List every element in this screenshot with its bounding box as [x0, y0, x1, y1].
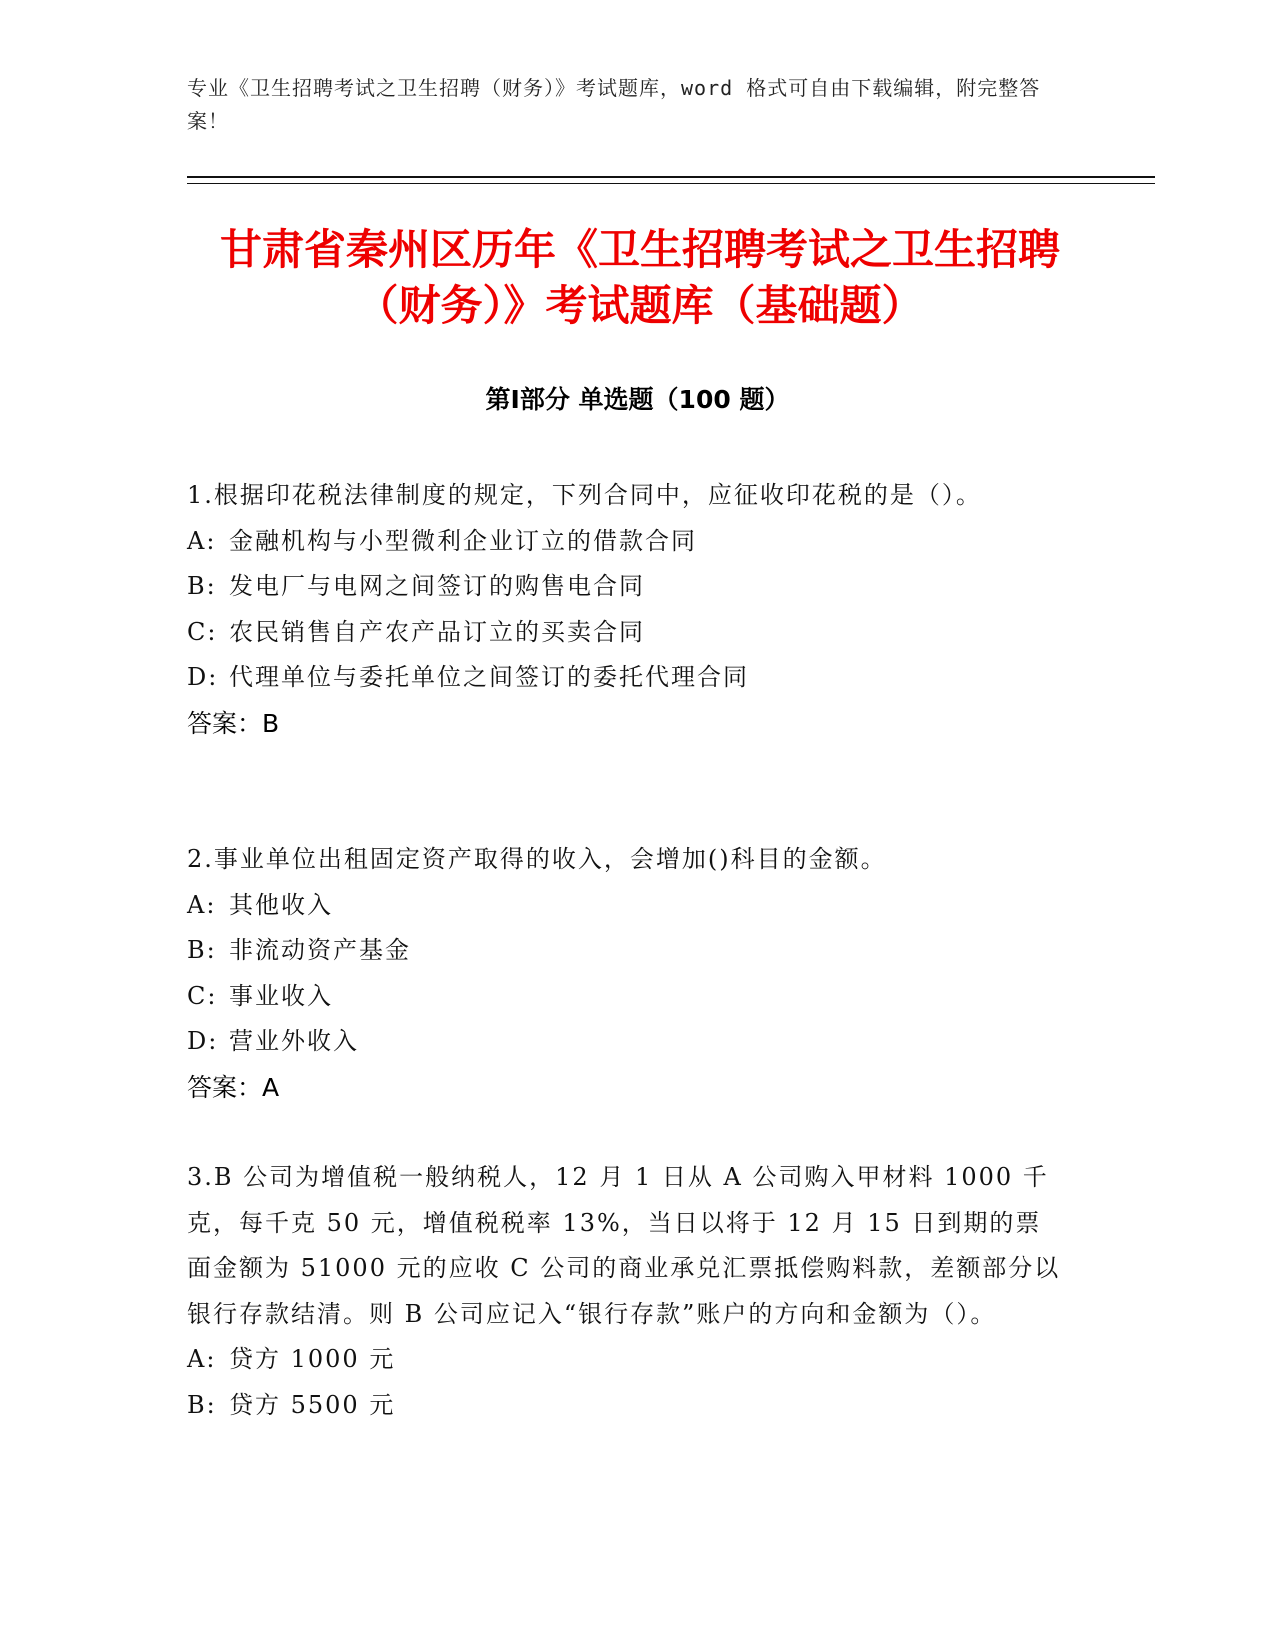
option-label: B: [187, 936, 217, 964]
question-text: 3.B 公司为增值税一般纳税人，12 月 1 日从 A 公司购入甲材料 1000 千克，每千克 50 元，增值税税率 13%，当日以将于 12 月 15 日到期的票面金额为 51000 元的应收 C 公司的商业承兑汇票抵偿购料款，差额部分以银行存款结清。则 B 公司应记入“银行存款”账户的方向和金额为（）。 [187, 1163, 1061, 1328]
option-text: 金融机构与小型微利企业订立的借款合同 [229, 526, 697, 555]
document-title: 甘肃省秦州区历年《卫生招聘考试之卫生招聘（财务）》考试题库（基础题） [219, 225, 1060, 330]
answer: 答案：B [187, 708, 280, 738]
question-1 [187, 473, 1067, 746]
option-text: 营业外收入 [229, 1027, 359, 1055]
option-label: B: [187, 1390, 217, 1419]
option-b [187, 564, 1067, 610]
option-text: 非流动资产基金 [229, 936, 411, 964]
option-c [187, 974, 1067, 1020]
option-d [187, 655, 1067, 701]
option-label: A: [187, 890, 217, 919]
answer: 答案：A [187, 1072, 280, 1102]
option-a [187, 1337, 1067, 1383]
question-2 [187, 837, 1067, 1110]
option-text: 事业收入 [229, 981, 333, 1010]
option-d [187, 1019, 1067, 1065]
option-label: D: [187, 663, 219, 691]
option-label: C: [187, 617, 218, 646]
option-a [187, 519, 1067, 565]
header-divider-thick [187, 176, 1155, 178]
question-3 [187, 1155, 1067, 1428]
option-b [187, 928, 1067, 974]
option-text: 贷方 5500 元 [229, 1390, 396, 1419]
option-label: C: [187, 981, 218, 1010]
option-label: A: [187, 526, 217, 555]
question-text: 2.事业单位出租固定资产取得的收入，会增加()科目的金额。 [187, 845, 887, 873]
option-text: 发电厂与电网之间签订的购售电合同 [229, 572, 645, 600]
option-text: 贷方 1000 元 [229, 1345, 396, 1373]
section-title: 第Ⅰ部分 单选题（100 题） [485, 385, 790, 414]
option-label: D: [187, 1027, 219, 1055]
option-text: 其他收入 [229, 890, 333, 919]
option-text: 代理单位与委托单位之间签订的委托代理合同 [229, 663, 749, 691]
question-text: 1.根据印花税法律制度的规定，下列合同中，应征收印花税的是（）。 [187, 481, 982, 509]
option-text: 农民销售自产农产品订立的买卖合同 [229, 617, 645, 646]
option-c [187, 610, 1067, 656]
header-note: 专业《卫生招聘考试之卫生招聘（财务）》考试题库，word 格式可自由下载编辑，附完整答案！ [187, 76, 1041, 133]
option-label: B: [187, 572, 217, 600]
option-a [187, 883, 1067, 929]
option-b [187, 1383, 1067, 1429]
option-label: A: [187, 1345, 217, 1373]
header-divider-thin [187, 183, 1155, 184]
